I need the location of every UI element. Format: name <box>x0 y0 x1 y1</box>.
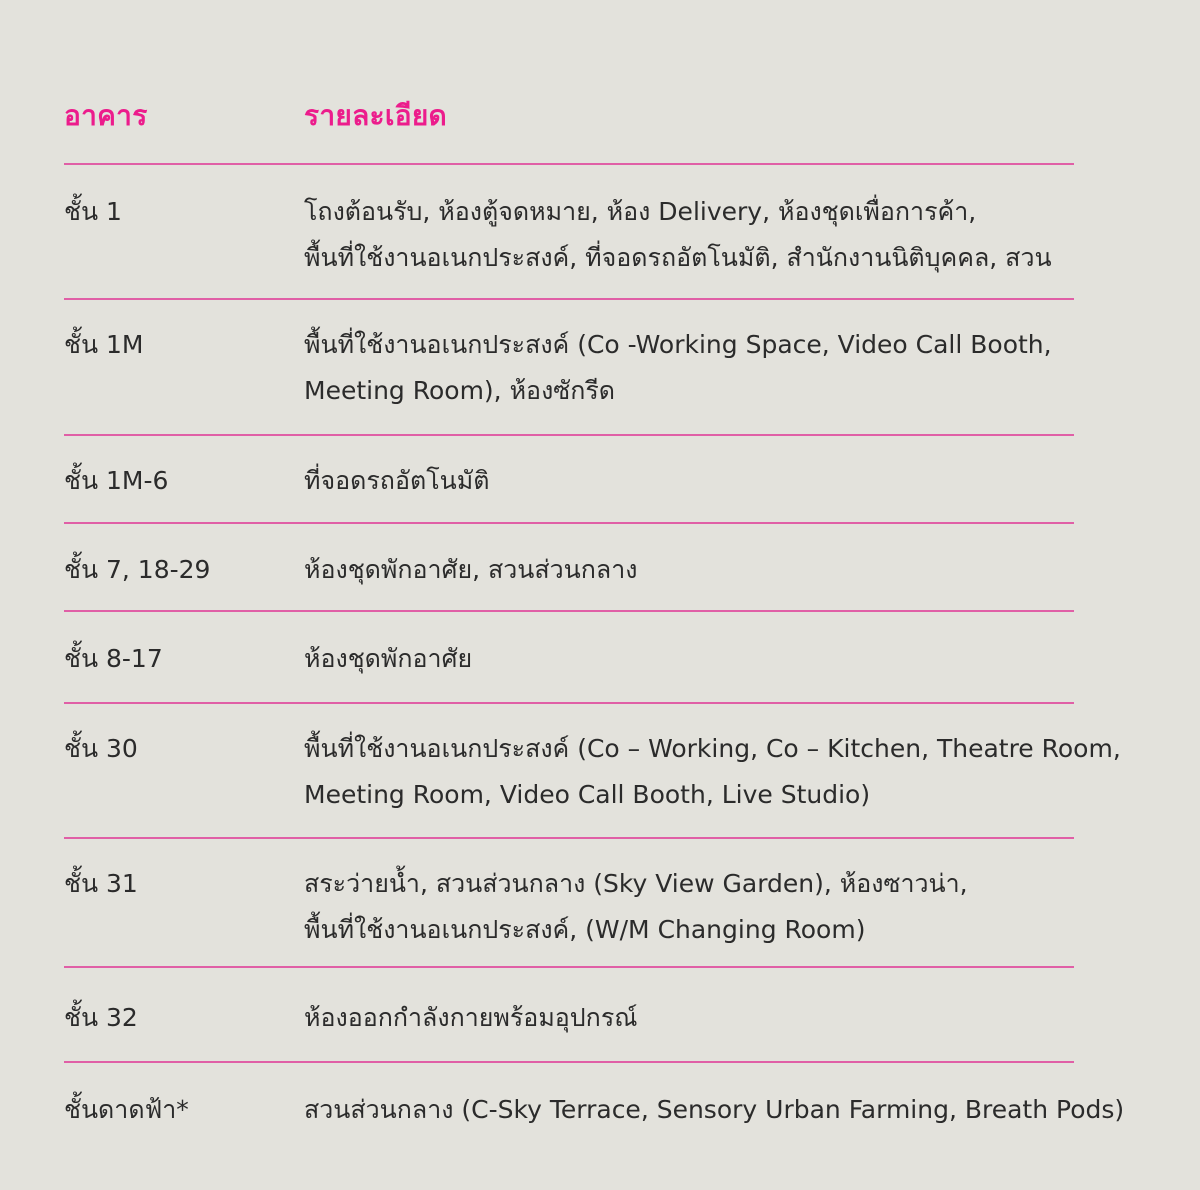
floor-detail <box>304 1087 1125 1133</box>
floor-label: ชั้น 32 <box>64 1003 138 1032</box>
detail-line: ห้องออกกำลังกายพร้อมอุปกรณ์ <box>304 1003 638 1032</box>
detail-line: โถงต้อนรับ, ห้องตู้จดหมาย, ห้อง Delivery, ห้องชุดเพื่อการค้า, <box>304 197 977 226</box>
floor-label: ชั้น 30 <box>64 734 138 763</box>
detail-line: สระว่ายน้ำ, สวนส่วนกลาง (Sky View Garden), ห้องซาวน่า, <box>304 869 968 898</box>
floor-label: ชั้น 1M <box>64 330 144 359</box>
table-header <box>64 0 1074 165</box>
detail-line: พื้นที่ใช้งานอเนกประสงค์, ที่จอดรถอัตโนมัติ, สำนักงานนิติบุคคล, สวน <box>304 243 1052 272</box>
detail-line: ห้องชุดพักอาศัย <box>304 644 473 673</box>
table-row <box>64 612 1074 704</box>
detail-line: ห้องชุดพักอาศัย, สวนส่วนกลาง <box>304 555 638 584</box>
floor-detail-table <box>64 0 1125 1153</box>
floor-label: ชั้น 31 <box>64 869 138 898</box>
floor-detail <box>304 458 1084 504</box>
table-row <box>64 968 1074 1063</box>
floor-label: ชั้นดาดฟ้า* <box>64 1095 189 1124</box>
detail-line: สวนส่วนกลาง (C-Sky Terrace, Sensory Urban Farming, Breath Pods) <box>304 1095 1125 1124</box>
table-row <box>64 165 1074 300</box>
floor-detail <box>304 547 1084 593</box>
table-row <box>64 436 1074 524</box>
detail-line: Meeting Room, Video Call Booth, Live Studio) <box>304 780 871 809</box>
table-row <box>64 1063 1125 1153</box>
floor-label: ชั้น 1M-6 <box>64 466 169 495</box>
header-floor: อาคาร <box>64 99 148 132</box>
detail-line: ที่จอดรถอัตโนมัติ <box>304 466 490 495</box>
table-row <box>64 704 1121 839</box>
detail-line: พื้นที่ใช้งานอเนกประสงค์ (Co -Working Space, Video Call Booth, <box>304 330 1052 359</box>
detail-line: พื้นที่ใช้งานอเนกประสงค์ (Co – Working, Co – Kitchen, Theatre Room, <box>304 734 1121 763</box>
floor-label: ชั้น 8-17 <box>64 644 163 673</box>
floor-detail <box>304 861 1084 953</box>
floor-detail <box>304 636 1084 682</box>
floor-label: ชั้น 1 <box>64 197 122 226</box>
floor-detail <box>304 322 1084 414</box>
table-row <box>64 839 1074 968</box>
floor-detail <box>304 189 1084 281</box>
floor-detail <box>304 726 1121 818</box>
header-detail: รายละเอียด <box>304 99 448 132</box>
table-row <box>64 524 1074 612</box>
table-row <box>64 300 1074 436</box>
detail-line: Meeting Room), ห้องซักรีด <box>304 376 616 405</box>
floor-label: ชั้น 7, 18-29 <box>64 555 211 584</box>
detail-line: พื้นที่ใช้งานอเนกประสงค์, (W/M Changing Room) <box>304 915 866 944</box>
floor-detail <box>304 995 1084 1041</box>
